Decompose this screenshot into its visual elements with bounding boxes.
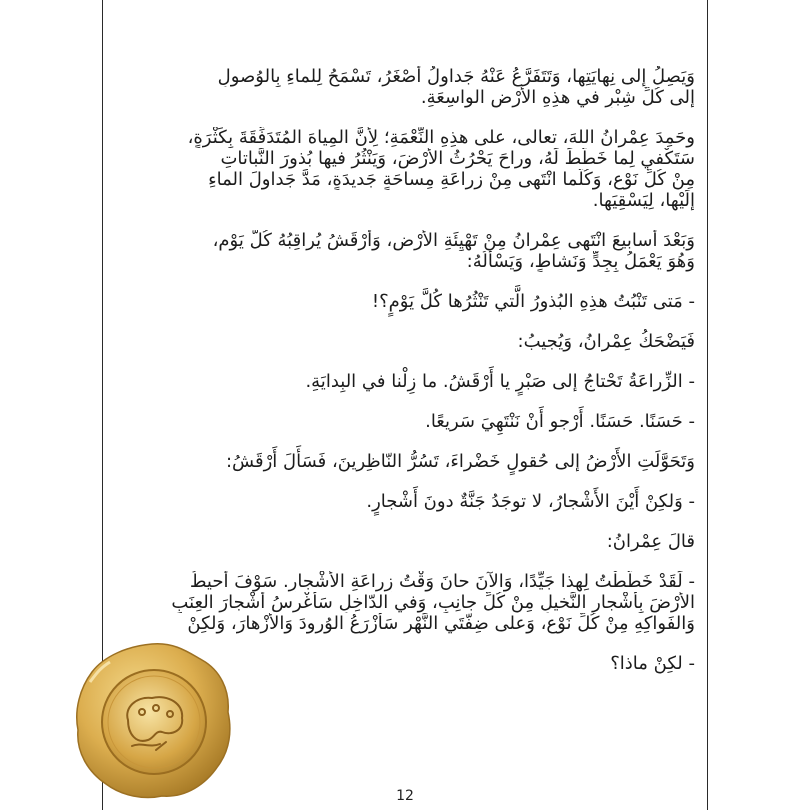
dialogue-line: - مَتى تَنْبُتُ هذِهِ البُذورُ الَّتي تَنْثُرُها كُلَّ يَوْمٍ؟! xyxy=(371,291,695,312)
text-line: وَهُوَ يَعْمَلُ بِجِدٍّ وَنَشاطٍ، وَيَسْأَلُهُ: xyxy=(466,251,695,272)
dialogue-line: قالَ عِمْرانُ: xyxy=(606,531,695,552)
wax-seal-icon xyxy=(70,638,235,803)
page-text xyxy=(126,66,695,693)
dialogue-line: وَتَحَوَّلَتِ الأَرْضُ إلى حُقولٍ خَضْراءَ، تَسُرُّ النّاظِرينَ، فَسَأَلَ أَرْقَشُ: xyxy=(225,451,695,472)
dialogue-line: - حَسَنًا. حَسَنًا. أَرْجو أَنْ نَنْتَهِيَ سَريعًا. xyxy=(425,411,695,432)
dialogue-line: - لكِنْ ماذا؟ xyxy=(610,653,695,674)
text-line: - لَقَدْ خَطَّطْتُ لِهذا جَيِّدًا، وَالآنَ حانَ وَقْتُ زِراعَةِ الأَشْجارِ. سَوْفَ أُحيطُ xyxy=(189,571,695,592)
paragraph-3 xyxy=(126,230,695,272)
text-line: إلى كُلِّ شِبْرٍ في هذِهِ الأَرْضِ الواسِعَةِ. xyxy=(420,87,695,108)
dialogue-line: فَيَضْحَكُ عِمْرانُ، وَيُجيبُ: xyxy=(517,331,695,352)
text-line: إِلَيْها، لِيَسْقِيَها. xyxy=(592,190,695,211)
paragraph-final xyxy=(126,571,695,634)
text-line: سَتَكْفي لِما خَطَّطَ لَهُ، وراحَ يَحْرُثُ الأَرْضَ، وَيَنْثُرُ فيها بُذورَ النَّباتاتِ xyxy=(220,148,695,169)
text-line: وَيَصِلُ إلى نِهايَتِها، وَتَتَفَرَّعُ عَنْهُ جَداوِلُ أَصْغَرُ، تَسْمَحُ لِلماءِ بِالوُصولِ xyxy=(217,66,695,87)
text-line: وحَمِدَ عِمْرانُ اللهَ، تعالى، على هذِهِ النِّعْمَةِ؛ لِأَنَّ المِياهَ المُتَدَفِّقَةَ بِكَثْرَةٍ، xyxy=(187,127,695,148)
paragraph-2 xyxy=(126,127,695,211)
text-line: وَبَعْدَ أَسابيعَ انْتَهى عِمْرانُ مِنْ تَهْيِئَةِ الأَرْضِ، وَأَرْقَشُ يُراقِبُهُ كُلَّ يَوْمٍ، xyxy=(212,230,695,251)
text-line: الأَرْضَ بِأَشْجارِ النَّخيلِ مِنْ كُلِّ جانِبٍ، وَفي الدّاخِلِ سَأَغْرِسُ أَشْجارَ العِنَبِ xyxy=(171,592,695,613)
dialogue-line: - الزِّراعَةُ تَحْتاجُ إلى صَبْرٍ يا أَرْقَشُ. ما زِلْنا في البِدايَةِ. xyxy=(305,371,695,392)
dialogue-line: - وَلكِنْ أَيْنَ الأَشْجارُ، لا توجَدُ جَنَّةٌ دونَ أَشْجارٍ. xyxy=(366,491,695,512)
text-line: مِنْ كُلِّ نَوْعٍ، وَكُلَّما انْتَهى مِنْ زِراعَةِ مِساحَةٍ جَديدَةٍ، مَدَّ جَداوِلَ الماءِ xyxy=(208,169,695,190)
page-number: 12 xyxy=(396,788,414,804)
text-line: وَالفَواكِهِ مِنْ كُلِّ نَوْعٍ، وَعلى ضِفَّتَيِ النَّهْرِ سَأَزْرَعُ الوُرودَ وَالأَزْهارَ، وَلكِنْ xyxy=(187,613,695,634)
paragraph-1 xyxy=(126,66,695,108)
